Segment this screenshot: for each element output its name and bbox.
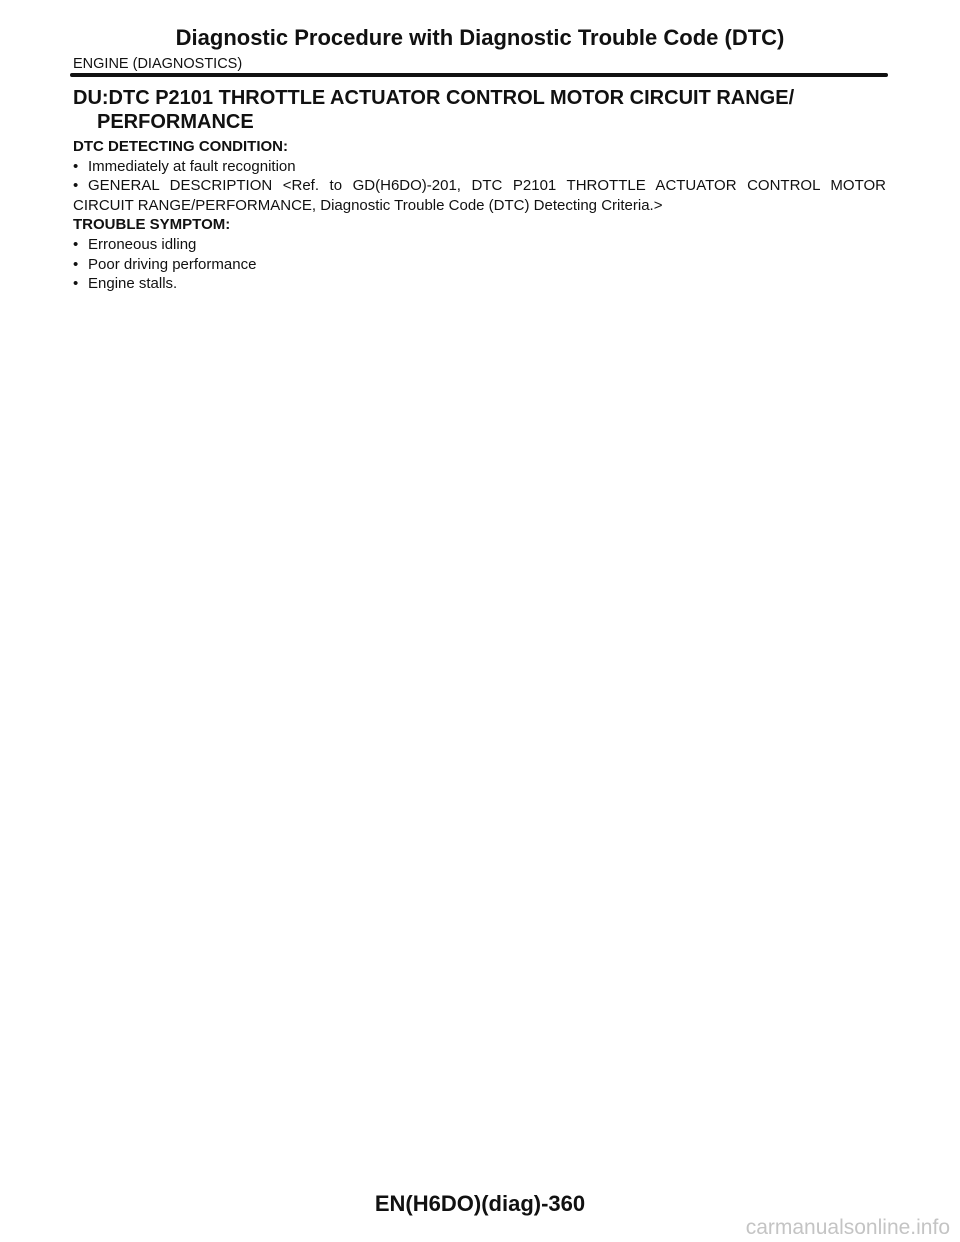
page-content [73, 86, 886, 294]
list-item [73, 255, 886, 275]
watermark: carmanualsonline.info [745, 1216, 950, 1239]
list-item [73, 274, 886, 294]
detecting-condition-list [73, 157, 886, 216]
trouble-symptom-label: TROUBLE SYMPTOM: [73, 216, 231, 234]
list-item [73, 235, 886, 255]
detecting-condition-label: DTC DETECTING CONDITION: [73, 138, 288, 155]
list-item-text: Poor driving performance [88, 255, 257, 273]
list-item-text: Erroneous idling [88, 235, 197, 253]
bullet-icon: • [73, 255, 79, 273]
dtc-heading: DU:DTC P2101 THROTTLE ACTUATOR CONTROL MOTOR CIRCUIT RANGE/ PERFORMANCE [73, 87, 795, 133]
bullet-icon: • [73, 157, 79, 175]
bullet-icon: • [73, 177, 79, 195]
bullet-icon: • [73, 235, 79, 253]
list-item-text: Engine stalls. [88, 275, 178, 293]
list-item [73, 176, 886, 215]
list-item-text: Immediately at fault recognition [88, 157, 296, 175]
page-title: Diagnostic Procedure with Diagnostic Trouble Code (DTC) [175, 25, 785, 50]
reference-link[interactable]: GENERAL DESCRIPTION <Ref. to GD(H6DO)-201, DTC P2101 THROTTLE ACTUATOR CONTROL MOTOR CIRCUIT RANGE/PERFORMANCE, Diagnostic Trouble Code (DTC) Detecting Criteria.> [73, 177, 886, 214]
section-label: ENGINE (DIAGNOSTICS) [73, 56, 243, 72]
list-item [73, 157, 886, 177]
trouble-symptom-list [73, 235, 886, 294]
header-divider [70, 73, 888, 77]
bullet-icon: • [73, 275, 79, 293]
page-number: EN(H6DO)(diag)-360 [374, 1191, 586, 1216]
